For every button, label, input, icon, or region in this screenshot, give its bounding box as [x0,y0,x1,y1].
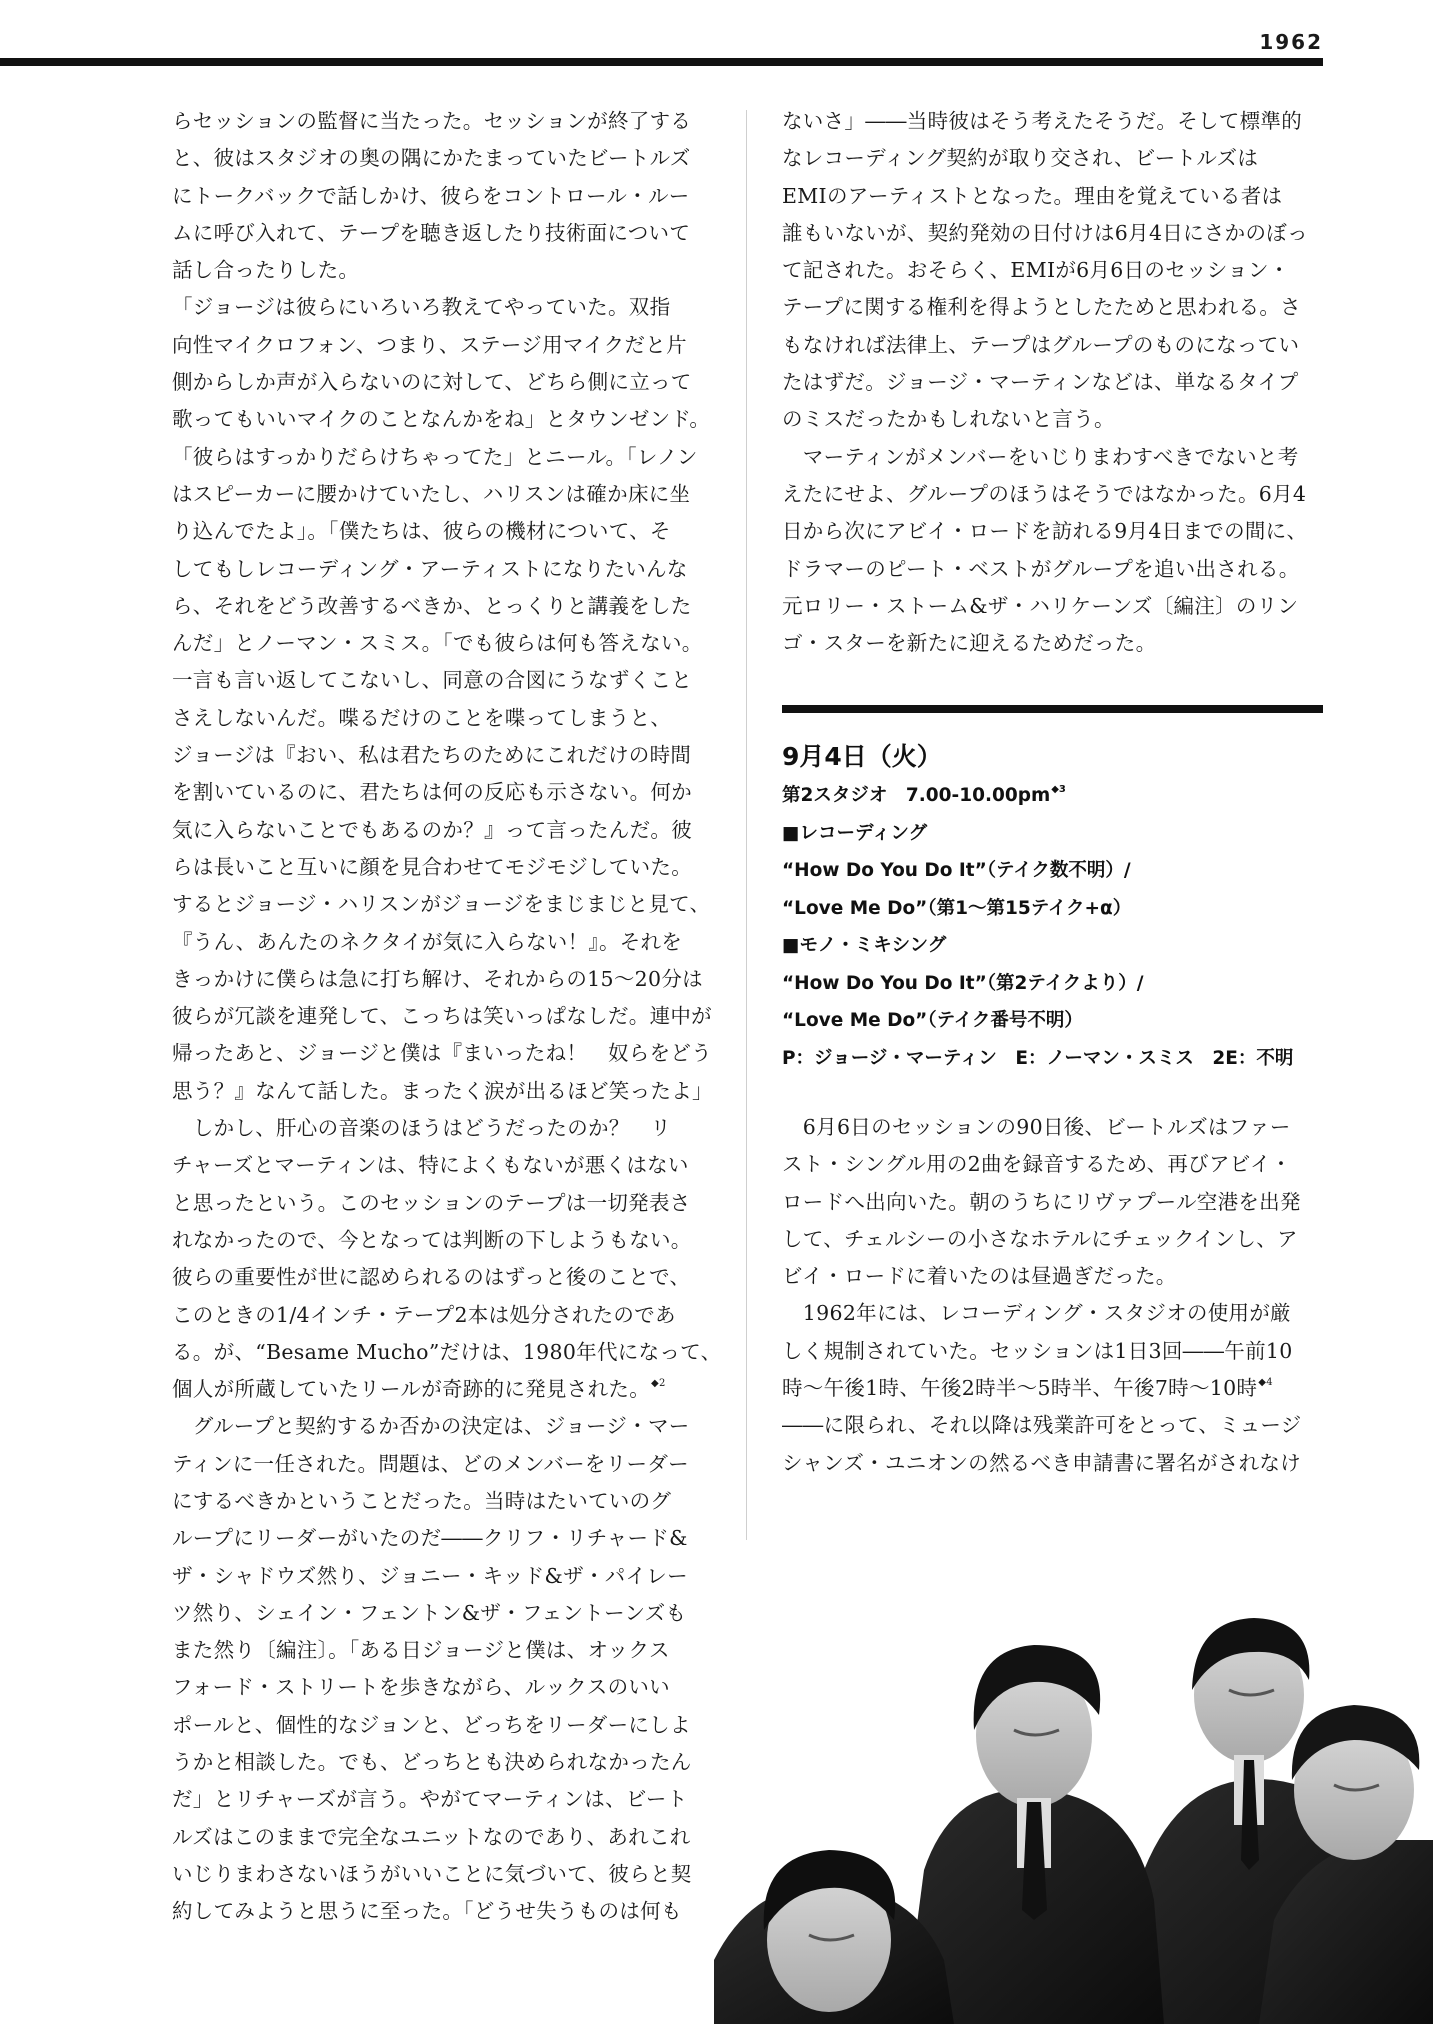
text-line: ロードへ出向いた。朝のうちにリヴァプール空港を出発 [782,1189,1301,1214]
text-line: 「ジョージは彼らにいろいろ教えてやっていた。双指 [172,295,671,320]
text-line: る。が、“Besame Mucho”だけは、1980年代になって、 [172,1339,722,1364]
header-rule [0,58,1323,66]
text-line: フォード・ストリートを歩きながら、ルックスのいい [172,1675,670,1700]
text-line: 元ロリー・ストーム&ザ・ハリケーンズ〔編注〕のリン [782,593,1299,618]
text-line: 彼らが冗談を連発して、こっちは笑いっぱなしだ。連中が [172,1004,712,1029]
text-line: 1962年には、レコーディング・スタジオの使用が厳 [782,1301,1291,1326]
session-credits: P：ジョージ・マーティン E：ノーマン・スミス 2E：不明 [782,1047,1294,1069]
right-column-bottom [782,1109,1330,1482]
text-line: うかと相談した。でも、どっちとも決められなかったん [172,1750,692,1775]
text-line: しかし、肝心の音楽のほうはどうだったのか？ リ [172,1116,672,1141]
text-line: して、チェルシーの小さなホテルにチェックインし、ア [782,1226,1298,1251]
text-line-with-note [782,1370,1330,1407]
text-line: り込んでたよ」。「僕たちは、彼らの機材について、そ [172,519,671,544]
text-line: 帰ったあと、ジョージと僕は『まいったね！ 奴らをどう [172,1041,712,1066]
text-line: もなければ法律上、テープはグループのものになってい [782,332,1300,357]
session-date: 9月4日（火） [782,742,942,771]
band-photo [714,1540,1433,2024]
text-line: れなかったので、今となっては判断の下しようもない。 [172,1227,692,1252]
text-line: 歌ってもいいマイクのことなんかをね」とタウンゼンド。 [172,407,711,432]
text-line: チャーズとマーティンは、特によくもないが悪くはない [172,1153,689,1178]
text-line: を割いているのに、君たちは何の反応も示さない。何か [172,780,692,805]
text-line: さえしないんだ。喋るだけのことを喋ってしまうと、 [172,705,672,730]
text-line: 気に入らないことでもあるのか？』って言ったんだ。彼 [172,817,692,842]
text-line: ポールと、個性的なジョンと、どっちをリーダーにしよ [172,1712,691,1737]
section-rule [782,705,1323,713]
text-line: 思う？』なんて話した。まったく涙が出るほど笑ったよ」 [172,1078,713,1103]
left-column [172,103,720,1931]
text-line: スト・シングル用の2曲を録音するため、再びアビイ・ [782,1152,1292,1177]
text-line: しく規制されていた。セッションは1日3回――午前10 [782,1338,1293,1363]
text-line: にするべきかということだった。当時はたいていのグ [172,1488,672,1513]
text-line: 個人が所蔵していたリールが奇跡的に発見された。 [172,1377,650,1402]
text-line-with-note [172,1371,720,1408]
footnote-mark: ◆4 [1258,1377,1273,1389]
text-line: 向性マイクロフォン、つまり、ステージ用マイクだと片 [172,332,687,357]
text-line: 日から次にアビイ・ロードを訪れる9月4日までの間に、 [782,519,1308,544]
text-line: 彼らの重要性が世に認められるのはずっと後のことで、 [172,1265,691,1290]
text-line: ティンに一任された。問題は、どのメンバーをリーダー [172,1451,689,1476]
text-line: ザ・シャドウズ然り、ジョニー・キッド&ザ・パイレー [172,1563,688,1588]
text-line: 「彼らはすっかりだらけちゃってた」とニール。「レノン [172,444,698,469]
recording-item: “How Do You Do It”（テイク数不明）/ [782,860,1131,881]
footnote-mark: ◆2 [651,1378,666,1390]
footnote-mark: ◆3 [1051,784,1066,795]
text-line: んだ」とノーマン・スミス。「でも彼らは何も答えない。 [172,631,703,656]
mixing-heading: ■モノ・ミキシング [782,935,947,956]
text-line: ムに呼び入れて、テープを聴き返したり技術面について [172,220,691,245]
text-line: シャンズ・ユニオンの然るべき申請書に署名がされなけ [782,1450,1301,1475]
text-line: のミスだったかもしれないと言う。 [782,407,1115,432]
text-line: ゴ・スターを新たに迎えるためだった。 [782,631,1157,656]
text-line: て記された。おそらく、EMIが6月6日のセッション・ [782,258,1290,283]
text-line: グループと契約するか否かの決定は、ジョージ・マー [172,1414,690,1439]
text-line: ルズはこのままで完全なユニットなのであり、あれこれ [172,1824,691,1849]
recording-heading: ■レコーディング [782,822,928,844]
text-line: ら、それをどう改善するべきか、とっくりと講義をした [172,593,692,618]
column-divider [746,110,747,1580]
text-line: 話し合ったりした。 [172,258,360,283]
text-line: 時～午後1時、午後2時半～5時半、午後7時～10時 [782,1376,1258,1401]
recording-item: “Love Me Do”（第1～第15テイク+α） [782,897,1132,919]
text-line: ないさ」――当時彼はそう考えたそうだ。そして標準的 [782,109,1302,133]
text-line: きっかけに僕らは急に打ち解け、それからの15～20分は [172,966,703,991]
mixing-item: “How Do You Do It”（第2テイクより）/ [782,972,1144,994]
text-line: EMIのアーティストとなった。理由を覚えている者は [782,183,1283,208]
page-year: 1962 [1259,30,1323,54]
text-line: えたにせよ、グループのほうはそうではなかった。6月4 [782,481,1307,506]
text-line: にトークバックで話しかけ、彼らをコントロール・ルー [172,183,690,208]
session-info [782,737,1342,1077]
text-line: はスピーカーに腰かけていたし、ハリスンは確か床に坐 [172,481,691,506]
text-line: なレコーディング契約が取り交され、ビートルズは [782,146,1259,171]
text-line: このときの1/4インチ・テープ2本は処分されたのであ [172,1302,676,1327]
text-line: たはずだ。ジョージ・マーティンなどは、単なるタイプ [782,370,1299,395]
text-line: テープに関する権利を得ようとしたためと思われる。さ [782,295,1301,320]
text-line: いじりまわさないほうがいいことに気づいて、彼らと契 [172,1861,692,1886]
session-studio-line [782,777,1342,815]
text-line: 『うん、あんたのネクタイが気に入らない！』。それを [172,929,683,954]
text-line: してもしレコーディング・アーティストになりたいんな [172,556,688,581]
text-line: ビイ・ロードに着いたのは昼過ぎだった。 [782,1264,1177,1289]
text-line: らは長いこと互いに顔を見合わせてモジモジしていた。 [172,854,692,879]
text-line: また然り〔編注〕。「ある日ジョージと僕は、オックス [172,1638,670,1663]
text-line: ループにリーダーがいたのだ――クリフ・リチャード& [172,1526,688,1551]
text-line: だ」とリチャーズが言う。やがてマーティンは、ビート [172,1787,688,1812]
text-line: ツ然り、シェイン・フェントン&ザ・フェントーンズも [172,1600,687,1625]
text-line: と、彼はスタジオの奥の隅にかたまっていたビートルズ [172,146,691,171]
text-line: ドラマーのピート・ベストがグループを追い出される。 [782,556,1300,581]
text-line: らセッションの監督に当たった。セッションが終了する [172,109,692,133]
text-line: 側からしか声が入らないのに対して、どちら側に立って [172,370,692,395]
text-line: 一言も言い返してこないし、同意の合図にうなずくこと [172,668,692,693]
session-studio: 第2スタジオ 7.00-10.00pm [782,785,1051,806]
text-line: と思ったという。このセッションのテープは一切発表さ [172,1190,691,1215]
text-line: ――に限られ、それ以降は残業許可をとって、ミュージ [782,1413,1302,1438]
text-line: 約してみようと思うに至った。「どうせ失うものは何も [172,1899,682,1924]
text-line: するとジョージ・ハリスンがジョージをまじまじと見て、 [172,892,711,917]
text-line: 誰もいないが、契約発効の日付けは6月4日にさかのぼっ [782,220,1308,245]
text-line: マーティンがメンバーをいじりまわすべきでないと考 [782,444,1299,469]
text-line: 6月6日のセッションの90日後、ビートルズはファー [782,1115,1291,1139]
right-column-top [782,103,1330,662]
mixing-item: “Love Me Do”（テイク番号不明） [782,1010,1083,1031]
text-line: ジョージは『おい、私は君たちのためにこれだけの時間 [172,743,692,768]
